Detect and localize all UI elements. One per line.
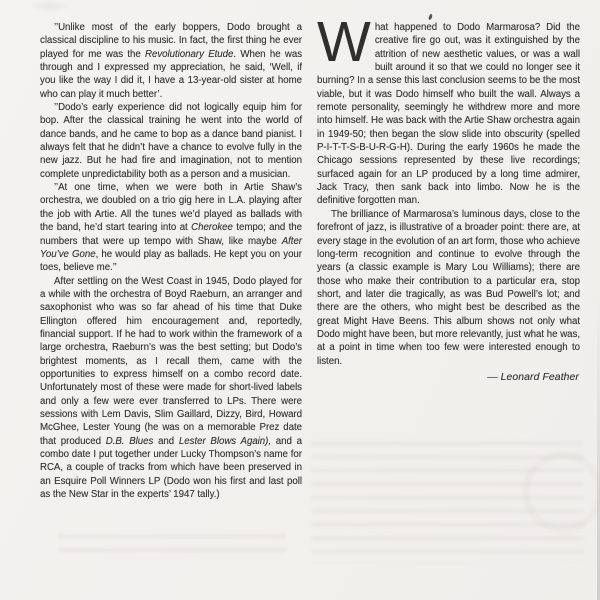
paragraph-west-coast: After settling on the West Coast in 1945, Dodo played for a while with the orchestra of Boyd Raeburn, an arranger and saxophonist who was so far ahead of his time that Duke Ellington offered him encouragement and, reportedly, financial support. If he had to work within the framework of a large orchestra, Raeburn’s was the best setting; but Dodo’s brightest moments, as I recall them, came with the opportunities to express himself on a combo record date. Unfortunately most of these were made for short-lived labels and only a few were ever transferred to LPs. There were sessions with Lem Davis, Slim Gaillard, Dizzy, Bird, Howard McGhee, Lester Young (he was on a memorable Prez date that produced D.B. Blues and Lester Blows Again), and a combo date I put together under Lucky Thompson’s name for RCA, a couple of tracks from which have been preserved in an Esquire Poll Winners LP (Dodo won his first and last poll as the New Star in the experts’ 1947 tally.) bbox=[40, 275, 302, 501]
left-column bbox=[40, 21, 302, 501]
byline-author: — Leonard Feather bbox=[487, 371, 579, 383]
drop-cap-w: W bbox=[317, 10, 369, 74]
bleed-through-ghost-text bbox=[58, 534, 286, 561]
right-column bbox=[317, 10, 580, 384]
ink-speck bbox=[428, 14, 433, 21]
paragraph-quote-1: ’’Unlike most of the early boppers, Dodo brought a classical discipline to his music. In fact, the first thing he ever played for me was the Revolutionary Etude. When he was through and I expressed my appreciation, he said, ‘Well, if you like the way I did it, I have a 13-year-old sister at home who can play it much better’. bbox=[40, 22, 303, 100]
paragraph-what-happened bbox=[317, 10, 580, 208]
paragraph-quote-3: ’’At one time, when we were both in Artie Shaw’s orchestra, we doubled on a trio gig here in L.A. playing after the job with Artie. All the tunes we’d played as ballads with the band, he’d start tearing into at Cherokee tempo; and the numbers that were up tempo with Shaw, like maybe After You’ve Gone, he would play as ballads. He kept you on your toes, believe me.’’ bbox=[40, 182, 302, 274]
scan-smudge bbox=[28, 0, 74, 12]
paragraph-brilliance: The brilliance of Marmarosa’s luminous days, close to the forefront of jazz, is illustrative of a broader point: there are, at every stage in the evolution of an art form, those who achieve long-term recognition and continue to evolve through the years (a classic example is Mary Lou Williams); there are those who make their contribution to a particular era, stop short, and later die tragically, as was Bud Powell’s lot; and there are the others, who might best be described as the great Might Have Beens. This album shows not only what Dodo might have been, but more relevantly, just what he was, at a point in time when too few were interested enough to listen. bbox=[317, 208, 580, 367]
paragraph-quote-2: ’’Dodo’s early experience did not logically equip him for bop. After the classical training he went into the world of dance bands, and he came to bop as a dance band pianist. I always felt that he didn’t have a chance to evolve fully in the new jazz. But he had fire and imagination, not to mention complete unpredictability both as a person and a musician. bbox=[40, 102, 302, 180]
bleed-through-ghost-ring bbox=[523, 452, 600, 532]
paragraph-what-happened-text: hat happened to Dodo Marmarosa? Did the creative fire go out, was it extinguished by the attrition of new aesthetic values, or was a wall built around it so that we could no longer see it burning? In a sense this last conclusion seems to be the most viable, but it was Dodo himself who built the wall. Always a remote personality, seemingly he withdrew more and more into himself. He was back with the Artie Shaw orchestra again in 1949-50; then began the slow slide into obscurity (spelled P-I-T-T-S-B-U-R-G-H). During the early 1960s he made the Chicago sessions represented by these live recordings; surfaced again for an LP produced by a long time admirer, Jack Tracy, then sank back into limbo. Now he is the definitive forgotten man. bbox=[317, 22, 580, 207]
